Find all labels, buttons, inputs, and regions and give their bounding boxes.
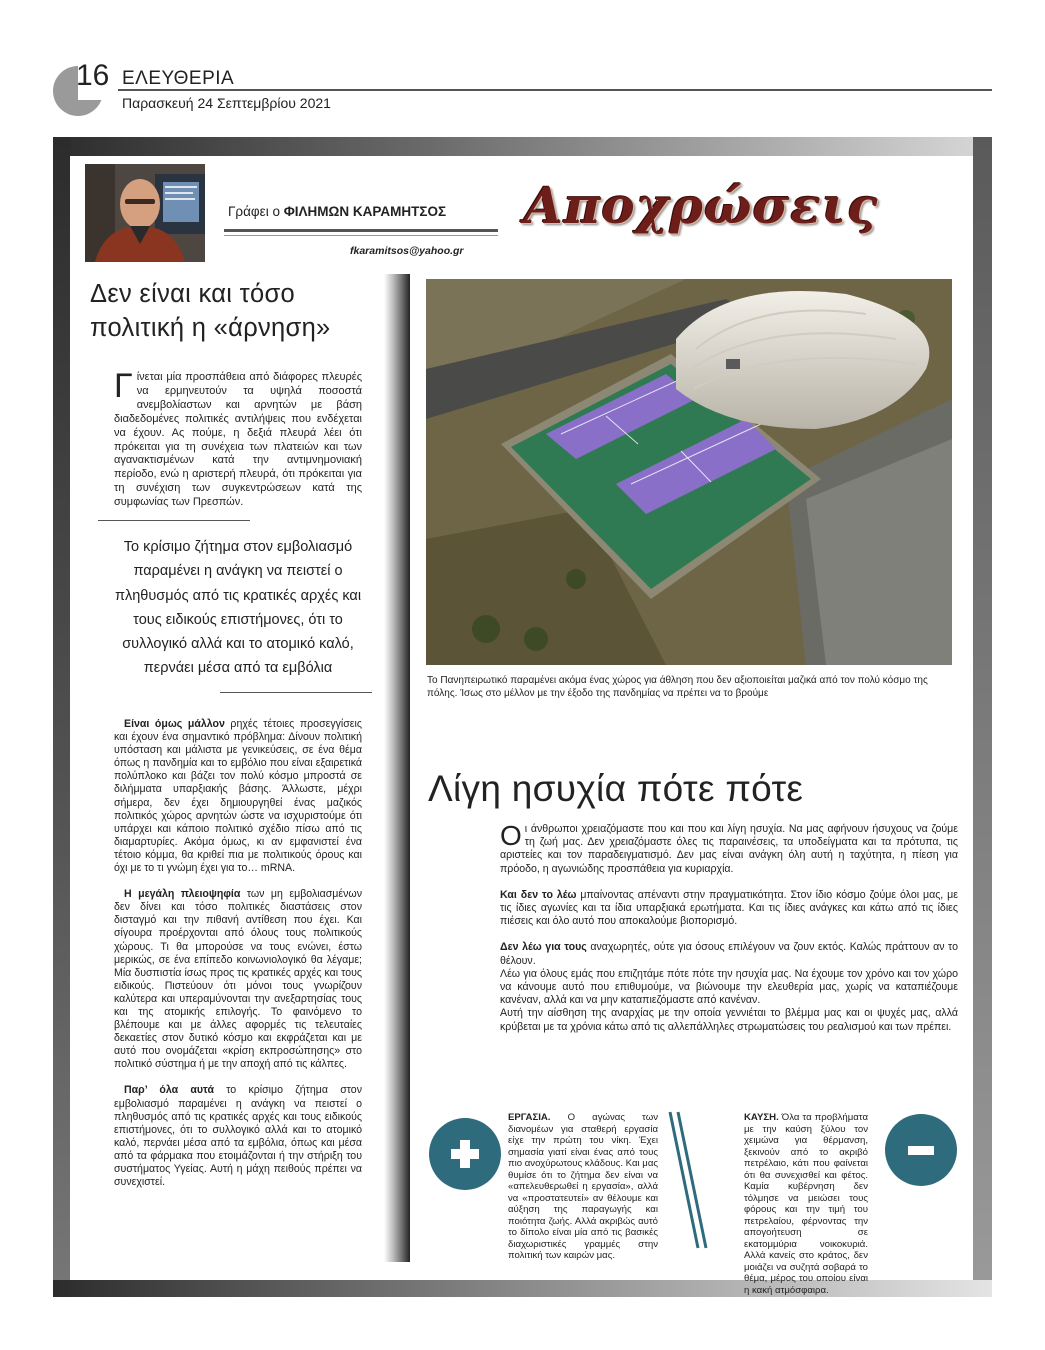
header-rule: [118, 89, 992, 91]
paragraph-text: αναχωρητές, ούτε για όσους επιλέγουν να ζουν εκτός. Καλώς πράττουν αν το θέλουν.: [500, 941, 958, 967]
paragraph-lead: Και δεν το λέω: [500, 888, 577, 901]
author-rule-thin: [224, 235, 498, 236]
paragraph: [500, 941, 958, 1033]
author-photo: [85, 164, 205, 262]
paragraph: [114, 888, 362, 1071]
paragraph-text: Λέω για όλους εμάς που επιζητάμε πότε πότε την ησυχία μας. Να έχουμε τον χρόνο και τον χώρο να κάνουμε αυτό που επιθυμούμε, να βιώνουμε την ελευθερία μας, χωρίς να καταπιέζουμε κανέναν, αλλά και να μην καταπιεζόμαστε από κανέναν.: [500, 967, 958, 1007]
paragraph: [500, 889, 958, 929]
author-prefix: Γράφει ο: [228, 204, 280, 219]
lead-text: ίνεται μία προσπάθεια από διάφορες πλευρές να ερμηνευτούν τα υψηλά ποσοστά ανεμβολίαστων και αρνητών με βάση διαδεδομένες πολιτικές αντιλήψεις που ενδέχεται να έχουν. Ας πούμε, η δεξιά πλευρά λέει ότι πρόκειται για τη συνέχεια των πλατειών και των αγανακτισμένων κατά την αντιμνημονιακή περίοδο, ενώ η αριστερή πλευρά, ότι πρόκειται για τη συνέχιση των συγκεντρώσεων κατά της συμφωνίας των Πρεσπών.: [114, 371, 362, 509]
issue-date: Παρασκευή 24 Σεπτεμβρίου 2021: [122, 95, 331, 111]
column-logo: Αποχρώσεις: [524, 176, 879, 235]
paragraph-text: ρηχές τέτοιες προσεγγίσεις και έχουν ένα σημαντικό πρόβλημα: Δίνουν πολιτική υπόσταση και μάλιστα με γενικεύσεις, σε ένα θέμα όπως η πανδημία και το εμβόλιο που είναι εξαιρετικά πολύπλοκο και βάζει τον πολύ κόσμο μπροστά σε διλήμματα υπαρξιακής βάσης. Άλλωστε, μέχρι σήμερα, δεν έχει δημιουργηθεί ένας μαζικός πολιτικός χώρος αρνητών ώστε να ισχυριστούμε ότι υπάρχει και κάποιο πολιτικό σχέδιο πίσω από τις διαμαρτυρίες. Ακόμα όμως, κι αν εμφανιστεί ένα τέτοιο κόμμα, θα κριθεί πια με πολιτικούς όρους και όχι με το τι γνώμη έχει για το… mRNA.: [114, 718, 362, 875]
newspaper-name: ΕΛΕΥΘΕΡΙΑ: [122, 68, 235, 89]
minus-box-body: Όλα τα προβλήματα με την καύση ξύλου τον χειμώνα για θέρμανση, ξεκινούν από το ακριβό πετρέλαιο, κάτι που φαίνεται ότι θα συνεχισθεί και φέτος. Καμία κυβέρνηση δεν τόλμησε να μειώσει τους φόρους και την τιμή του πετρελαίου, φέρνοντας την απογοήτευση σε εκατομμύρια νοικοκυριά. Αλλά κανείς στο κράτος, δεν μοιάζει να συζητά σοβαρά το θέμα, μέρος του οποίου είναι η κακή ατμόσφαιρα.: [744, 1112, 868, 1296]
minus-box-label: ΚΑΥΣΗ.: [744, 1112, 779, 1123]
paragraph-lead: Δεν λέω για τους: [500, 941, 587, 954]
paragraph-text: ι άνθρωποι χρειαζόμαστε που και που και λίγη ησυχία. Να μας αφήνουν ήσυχους να ζούμε τη ζωή μας. Δεν χρειαζόμαστε όλες τις παραινέσεις, τα υποδείγματα και τα πρότυπα, τις αριστείες και τον παραδειγματισμό. Δεν μας είναι ανάγκη όλη αυτή η ταχύτητα, η πίεση για πρόοδο, η αγωνιώδης προσπάθεια για κυριαρχία.: [500, 823, 958, 875]
quote-rule-top: [98, 520, 250, 521]
author-name: ΦΙΛΗΜΩΝ ΚΑΡΑΜΗΤΣΟΣ: [283, 204, 447, 219]
paragraph-lead: Είναι όμως μάλλον: [124, 718, 225, 730]
lead-dropcap: Γ: [114, 367, 133, 405]
plus-box-body: Ο αγώνας των διανομέων για σταθερή εργασία είχε την πρώτη του νίκη. Έχει σημασία γιατί είναι ένας από τους πιο ανοχύρωτους κλάδους. Και μας θυμίσε ότι το ζήτημα δεν είναι να «απελευθερωθεί η εργασία», αλλά να «προστατευτεί» αν θέλουμε και αύξηση της παραγωγής και ποιότητα ζωής. Αλλά ακριβώς αυτό το δίπολο είναι μία από τις βασικές διαχωριστικές γραμμές στην πολιτική των καιρών μας.: [508, 1112, 658, 1261]
frame-left-bar: [53, 137, 70, 1297]
author-byline: [228, 204, 446, 219]
page-number: 16: [76, 59, 110, 92]
left-article-body: [114, 718, 362, 1202]
right-article-title: Λίγη ησυχία πότε πότε: [428, 768, 804, 809]
right-article-body: [500, 820, 958, 1047]
left-article-lead: [114, 367, 362, 510]
frame-right-bar: [973, 137, 992, 1297]
paragraph-lead: Η μεγάλη πλειοψηφία: [124, 888, 241, 901]
plus-box-text: [430, 1112, 658, 1262]
right-dropcap: Ο: [500, 820, 522, 851]
quote-rule-bottom: [220, 692, 372, 693]
pull-quote: Το κρίσιμο ζήτημα στον εμβολιασμό παραμένει η ανάγκη να πειστεί ο πληθυσμός από τις κρατικές αρχές και τους ειδικούς επιστήμονες, ότι το συλλογικό αλλά και το ατομικό καλό, περνάει μέσα από τα εμβόλια: [114, 539, 362, 677]
plus-box-paragraph: [430, 1112, 658, 1262]
minus-box-text: [700, 1112, 958, 1296]
minus-box-paragraph: [700, 1112, 958, 1296]
paragraph: [114, 718, 362, 875]
frame-top-bar: [53, 137, 992, 156]
photo-caption: Το Πανηπειρωτικό παραμένει ακόμα ένας χώρος για άθληση που δεν αξιοποιείται μαζικά από τον πολύ κόσμο της πόλης. Ίσως στο μέλλον με την έξοδο της πανδημίας να πρέπει να το βρούμε: [427, 675, 928, 699]
paragraph-text: Αυτή την αίσθηση της αναρχίας με την οποία γεννιέται το βλέμμα μας και οι ψυχές μας, αλλά κρύβεται με τα χρόνια κάτω από τις αλλεπάλληλες στρωματώσεις του ρεαλισμού και των πρέπει.: [500, 1007, 958, 1033]
column-divider-bar: [384, 274, 410, 1262]
author-email[interactable]: fkaramitsos@yahoo.gr: [350, 245, 464, 257]
paragraph-lead: Παρ’ όλα αυτά: [124, 1084, 214, 1097]
plus-box-label: ΕΡΓΑΣΙΑ.: [508, 1112, 551, 1123]
left-article-title: Δεν είναι και τόσο πολιτική η «άρνηση»: [90, 280, 331, 342]
paragraph-text: το κρίσιμο ζήτημα στον εμβολιασμό παραμένει η ανάγκη να πειστεί ο πληθυσμός από τις κρατικές αρχές και τους ειδικούς επιστήμονες, ότι το συλλογικό αλλά και το ατομικό καλό, περνάει μέσα από τα εμβόλια, όπως και μέσα από τα φάρμακα που ετοιμάζονται ή την στήριξη του συστήματος Υγείας. Αυτή η μάχη πειθούς πρέπει να συνεχιστεί.: [114, 1084, 362, 1189]
paragraph: [114, 1084, 362, 1189]
author-rule: [224, 229, 498, 232]
paragraph-text: των μη εμβολιασμένων δεν δίνει και τόσο πολιτικές διαστάσεις στον δισταγμό και την πιθανή αντίθεση που έχει. Και σίγουρα προέρχονται από όλους τους πολιτικούς χώρους. Τι θα μπορούσε να τους ενώνει, έστω μερικώς, σε ένα επίπεδο κοινωνιολογικό θα λέγαμε; Μία δυσπιστία ίσως προς τις κρατικές αρχές και τους ειδικούς. Πιστεύουν ότι μόνοι τους γνωρίζουν καλύτερα και υπεραμύνονται την ανεξαρτησίας τους και της ατομικής επιλογής. Το φαινόμενο το βλέπουμε και με άλλες αφορμές τις τελευταίες δεκαετίες στον δυτικό κόσμο και εκφράζεται και με αυτό που ονομάζεται «κρίση εκπροσώπησης» στο πολιτικό σύστημα ή με την αποχή από τις κάλπες.: [114, 888, 362, 1071]
paragraph: [500, 820, 958, 876]
tennis-courts-photo: [426, 279, 952, 665]
paragraph-text: μπαίνοντας απέναντι στην πραγματικότητα. Στον ίδιο κόσμο ζούμε όλοι μας, με τις ίδιες αγωνίες και τα ίδια υπαρξιακά ερωτήματα. Και τις ίδιες ανάγκες και κάτω από τις ίδιες πιέσεις και όλο αυτό που αποκαλούμε βιοπορισμό.: [500, 888, 958, 928]
